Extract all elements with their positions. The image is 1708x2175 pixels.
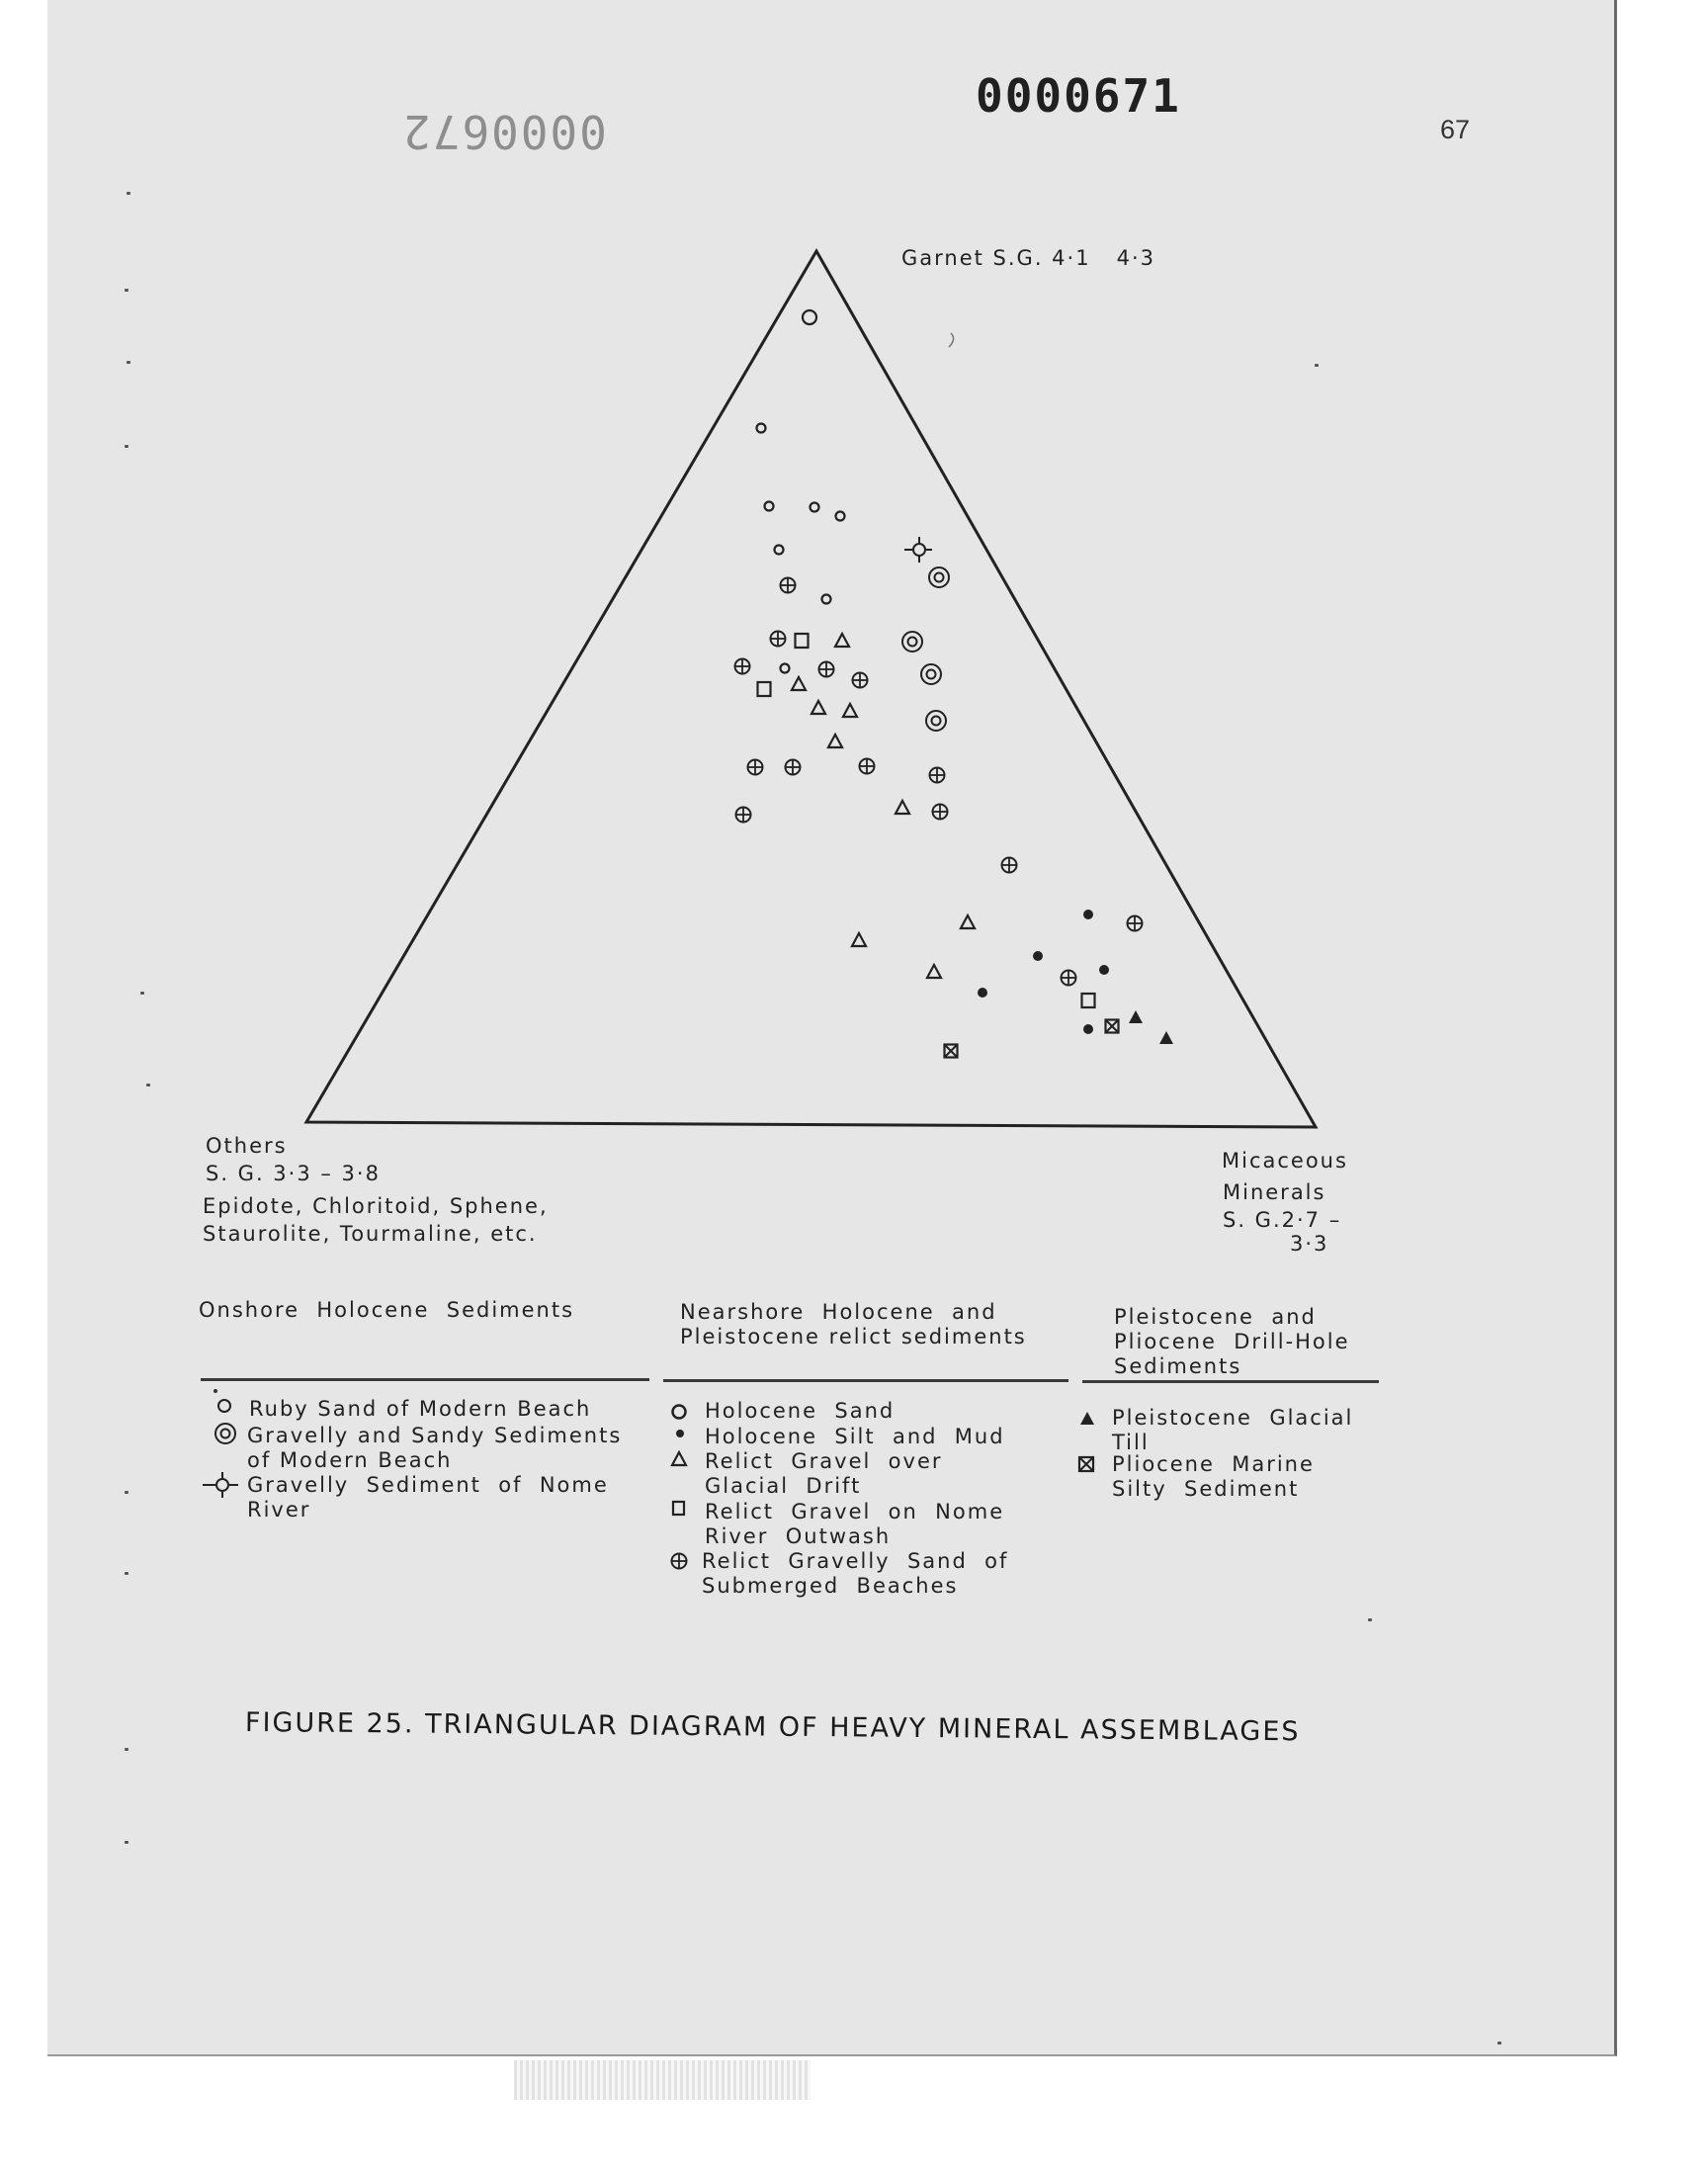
small-dot-marker	[1083, 1024, 1093, 1034]
crossed-square-marker	[1106, 1020, 1119, 1033]
scan-edge-strip	[514, 2060, 811, 2100]
legend-item-relict-gravel-drift: Relict Gravel over Glacial Drift	[705, 1449, 943, 1498]
crossed-square-marker	[945, 1045, 958, 1058]
filled-triangle-marker	[1159, 1031, 1173, 1044]
open-circle-marker	[836, 512, 845, 521]
double-circle-legend-icon	[214, 1422, 237, 1445]
small-dot-legend-icon	[673, 1427, 687, 1440]
page-number: 67	[1440, 115, 1471, 144]
crossed-circle-marker	[853, 673, 868, 688]
open-square-marker	[758, 682, 771, 696]
legend-rule-onshore	[201, 1378, 649, 1381]
legend-rule-drillhole	[1082, 1380, 1379, 1383]
open-circle-marker	[765, 502, 774, 511]
legend-item-pliocene-marine: Pliocene Marine Silty Sediment	[1112, 1452, 1315, 1501]
left-vertex-label-title: Others	[206, 1134, 288, 1158]
open-triangle-marker	[828, 735, 842, 747]
crossed-circle-marker	[930, 768, 945, 783]
legend-item-relict-gravelly-sand: Relict Gravelly Sand of Submerged Beaches	[702, 1549, 1009, 1598]
filled-triangle-legend-icon	[1077, 1409, 1097, 1429]
scan-speck	[127, 361, 130, 364]
open-triangle-marker	[896, 801, 909, 814]
double-circle-marker	[926, 711, 946, 731]
crossed-circle-marker	[736, 808, 751, 823]
open-circle-legend-icon	[669, 1402, 689, 1422]
legend-item-nome-river: Gravelly Sediment of Nome River	[247, 1473, 609, 1522]
star-circle-legend-icon	[201, 1470, 240, 1500]
ternary-triangle	[306, 251, 1316, 1127]
circle-dot-legend-icon	[213, 1388, 236, 1418]
open-triangle-marker	[811, 701, 825, 714]
legend-item-gravelly-sandy: Gravelly and Sandy Sediments of Modern Beach	[247, 1424, 623, 1472]
scan-speck	[125, 1572, 128, 1575]
small-dot-marker	[1033, 951, 1043, 961]
legend-item-holocene-sand: Holocene Sand	[705, 1399, 896, 1423]
open-circle-marker	[775, 546, 784, 555]
legend-item-ruby-sand: Ruby Sand of Modern Beach	[249, 1397, 592, 1421]
apex-label-garnet: Garnet S.G. 4·1 4·3	[901, 246, 1155, 270]
left-vertex-label-sg: S. G. 3·3 – 3·8	[206, 1162, 381, 1185]
right-vertex-label-minerals: Minerals	[1223, 1180, 1326, 1204]
crossed-circle-marker	[735, 659, 750, 674]
crossed-circle-marker	[1002, 858, 1017, 873]
legend-group-drillhole-title: Pleistocene and Pliocene Drill-Hole Sediments	[1114, 1305, 1350, 1378]
right-vertex-label-sg: S. G.2·7 –	[1223, 1208, 1342, 1232]
crossed-circle-marker	[1128, 916, 1143, 931]
open-triangle-legend-icon	[669, 1449, 689, 1469]
legend-group-nearshore-title: Nearshore Holocene and Pleistocene relict sediments	[680, 1300, 1027, 1348]
scan-speck	[125, 1841, 128, 1844]
crossed-circle-legend-icon	[668, 1550, 690, 1572]
scan-speck	[125, 445, 128, 448]
small-dot-marker	[1099, 965, 1109, 975]
crossed-circle-marker	[819, 662, 834, 677]
crossed-circle-marker	[860, 759, 875, 774]
small-dot-marker	[978, 988, 987, 998]
left-vertex-label-minerals-1: Epidote, Chloritoid, Sphene,	[203, 1194, 549, 1218]
double-circle-marker	[902, 632, 922, 652]
crossed-circle-marker	[781, 578, 796, 593]
open-circle-marker	[757, 424, 766, 433]
double-circle-marker	[921, 664, 941, 684]
document-stamp: 0000671	[976, 69, 1181, 123]
filled-triangle-marker	[1129, 1010, 1143, 1023]
scan-speck	[1497, 2042, 1501, 2044]
left-vertex-label-minerals-2: Staurolite, Tourmaline, etc.	[203, 1222, 538, 1246]
open-square-marker	[796, 634, 809, 648]
open-square-legend-icon	[669, 1499, 689, 1519]
scan-speck	[146, 1084, 150, 1087]
legend-item-pleistocene-till: Pleistocene Glacial Till	[1112, 1406, 1354, 1454]
legend-rule-nearshore	[663, 1379, 1068, 1382]
right-vertex-label-sg-end: 3·3	[1290, 1232, 1329, 1256]
figure-caption: FIGURE 25. TRIANGULAR DIAGRAM OF HEAVY MINERAL ASSEMBLAGES	[244, 1707, 1301, 1748]
open-square-marker	[1082, 994, 1095, 1007]
scan-speck	[1368, 1618, 1372, 1621]
scan-mark	[949, 333, 954, 347]
scan-speck	[125, 1748, 128, 1751]
crossed-circle-marker	[933, 805, 948, 820]
open-triangle-marker	[843, 704, 857, 717]
open-circle-marker	[811, 503, 819, 512]
crossed-circle-marker	[1062, 971, 1076, 986]
crossed-circle-marker	[786, 760, 801, 775]
scan-speck	[1315, 364, 1319, 367]
right-vertex-label-micaceous: Micaceous	[1222, 1149, 1348, 1173]
data-points	[735, 310, 1174, 1058]
crossed-circle-marker	[771, 632, 786, 647]
scan-speck	[125, 1491, 128, 1494]
open-triangle-marker	[927, 965, 941, 978]
open-triangle-marker	[792, 677, 806, 690]
double-circle-marker	[929, 567, 949, 587]
legend-group-onshore-title: Onshore Holocene Sediments	[199, 1298, 575, 1322]
mirrored-stamp: 0000672	[401, 105, 607, 158]
open-circle-marker	[822, 595, 831, 604]
star-circle-marker	[904, 537, 932, 563]
scan-speck	[127, 192, 130, 195]
legend-item-relict-gravel-outwash: Relict Gravel on Nome River Outwash	[705, 1500, 1005, 1548]
small-dot-marker	[1083, 910, 1093, 919]
legend-item-holocene-silt: Holocene Silt and Mud	[705, 1425, 1005, 1448]
open-triangle-marker	[961, 915, 975, 928]
open-triangle-marker	[852, 933, 866, 946]
open-triangle-marker	[835, 634, 849, 647]
scan-speck	[140, 992, 144, 995]
open-circle-marker	[803, 310, 816, 324]
crossed-circle-marker	[748, 760, 763, 775]
scan-speck	[125, 289, 128, 292]
open-circle-marker	[781, 664, 790, 673]
crossed-square-legend-icon	[1076, 1454, 1096, 1474]
